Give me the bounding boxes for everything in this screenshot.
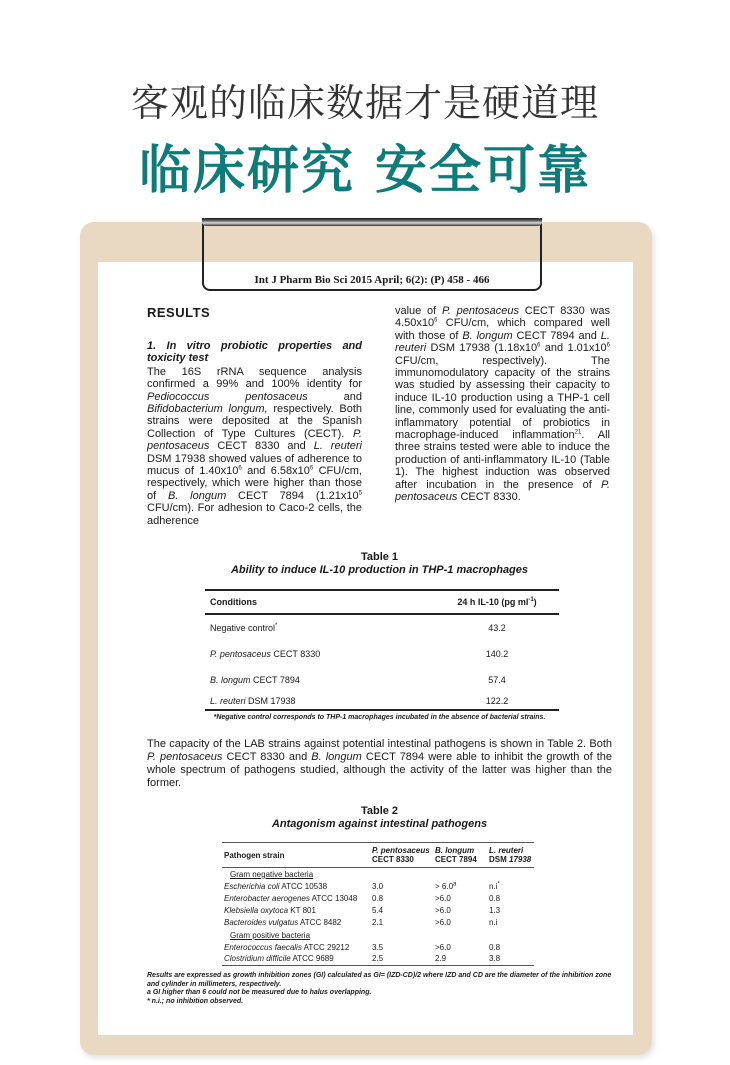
table1-condition: B. longum CECT 7894 [210, 675, 300, 685]
table1-row [205, 615, 559, 641]
table2-row [222, 905, 534, 917]
table2-title: Antagonism against intestinal pathogens [271, 818, 488, 830]
table1-condition: L. reuteri DSM 17938 [210, 696, 296, 706]
table1-value: 43.2 [488, 623, 506, 633]
table2-note: Results are expressed as growth inhibition zones (GI) calculated as GI= (IZD-CD)/2 where IZD and CD are the diameter of the inhibition zone and cylinder in millimeters, respectively. [147, 972, 612, 988]
table2-note: a GI higher than 6 could not be measured due to halus overlapping. [147, 989, 372, 996]
table1-row [205, 667, 559, 693]
table2-header-longum: B. longum CECT 7894 [435, 846, 477, 864]
table2-group-row [222, 868, 534, 880]
table2-value-reuteri: n.i* [489, 881, 500, 891]
section-heading: RESULTS [147, 305, 211, 320]
table2-value-longum: >6.0 [435, 906, 451, 916]
right-column-text: value of P. pentosaceus CECT 8330 was $4.50x10^6$ CFU/cm, which compared well with those of B. longum CECT 7894 and L. reuteri DSM 17938 ($1.18x10^6$ and $1.01x10^6$ CFU/cm, respectively). The immunomodulatory capacity of the strains was studied by assessing their capacity to induce IL-10 production using a THP-1 cell line, commonly used for evaluating the anti-inflammatory potential of probiotics in macrophage-induced inflammation$^{21}$. All three strains tested were able to induce the production of anti-inflammatory IL-10 (Table 1). The highest induction was observed after incubation in the presence of P. pentosaceus CECT 8330. [395, 305, 610, 504]
table2-group-label: Gram positive bacteria [230, 930, 311, 940]
left-column [147, 340, 362, 527]
table2-value-pentosaceus: 3.5 [372, 942, 384, 952]
table1-value: 57.4 [488, 675, 506, 685]
table2-value-longum: 2.9 [435, 954, 447, 964]
table2-strain: Klebsiella oxytoca KT 801 [224, 906, 316, 916]
table2-row [222, 892, 534, 904]
table2-group-label: Gram negative bacteria [230, 869, 314, 879]
table1-title: Ability to induce IL-10 production in THP-1 macrophages [230, 564, 529, 576]
table2-value-longum: > 6.0$^a$ [435, 881, 457, 891]
table2-value-longum: >6.0 [435, 918, 451, 928]
table2-header-strain: Pathogen strain [224, 850, 285, 860]
clipboard-clip-bar [202, 218, 542, 226]
table2-value-pentosaceus: 5.4 [372, 906, 384, 916]
table2-value-pentosaceus: 0.8 [372, 893, 384, 903]
table2-strain: Escherichia coli ATCC 10538 [224, 881, 328, 891]
table2-footnotes [147, 972, 617, 1006]
table2-value-pentosaceus: 3.0 [372, 881, 384, 891]
table2-strain: Clostridium difficile ATCC 9689 [224, 954, 334, 964]
table2-value-longum: >6.0 [435, 942, 451, 952]
table2-row [222, 953, 534, 965]
table2-strain: Enterobacter aerogenes ATCC 13048 [224, 893, 358, 903]
table1-value: 140.2 [485, 649, 509, 659]
table2-header [222, 842, 534, 868]
table2 [222, 842, 534, 966]
table1-condition: Negative control* [210, 623, 278, 633]
table1-caption [147, 551, 612, 577]
headline-title: 临床研究 安全可靠 [138, 141, 592, 201]
table2-value-pentosaceus: 2.1 [372, 918, 384, 928]
headline-subtitle: 客观的临床数据才是硬道理 [130, 81, 599, 125]
table1-header-il10: 24 h IL-10 (pg $ml^{-1}$) [457, 597, 537, 607]
table2-value-reuteri: 1.3 [489, 906, 501, 916]
table1-footnote: *Negative control corresponds to THP-1 macrophages incubated in the absence of bacterial strains. [213, 714, 546, 721]
table2-value-reuteri: 0.8 [489, 893, 501, 903]
table2-group-row [222, 929, 534, 941]
table2-strain: Bacteroides vulgatus ATCC 8482 [224, 918, 342, 928]
table2-value-reuteri: 0.8 [489, 942, 501, 952]
table1-header-conditions: Conditions [210, 597, 257, 607]
left-column-text: The 16S rRNA sequence analysis confirmed a 99% and 100% identity for Pediococcus pentosaceus and Bifidobacterium longum, respectively. Both strains were deposited at the Spanish Collection of Type Cultures (CECT). P. pentosaceus CECT 8330 and L. reuteri DSM 17938 showed values of adherence to mucus of $1.40x10^6$ and $6.58x10^6$ CFU/cm, respectively, which were higher than those of B. longum CECT 7894 ($1.21x10^5$ CFU/cm). For adhesion to Caco-2 cells, the adherence [147, 365, 362, 527]
table2-row [222, 917, 534, 929]
table1-row [205, 641, 559, 667]
table2-strain: Enterococcus faecalis ATCC 29212 [224, 942, 350, 952]
table2-value-reuteri: 3.8 [489, 954, 501, 964]
table2-header-reuteri: L. reuteri DSM 17938 [489, 846, 532, 864]
table1-value: 122.2 [485, 696, 509, 706]
table2-row [222, 880, 534, 892]
table2-label: Table 2 [360, 805, 399, 817]
table2-row [222, 941, 534, 953]
table2-value-reuteri: n.i [489, 918, 498, 928]
table2-header-pentosaceus: P. pentosaceus CECT 8330 [372, 846, 430, 864]
body-paragraph: The capacity of the LAB strains against potential intestinal pathogens is shown in Table 2. Both P. pentosaceus CECT 8330 and B. longum CECT 7894 were able to inhibit the growth of the whole spectrum of pathogens studied, although the activity of the latter was higher than the former. [147, 738, 613, 789]
table2-note: * n.i.; no inhibition observed. [147, 997, 244, 1005]
journal-citation: Int J Pharm Bio Sci 2015 April; 6(2): (P) 458 - 466 [254, 274, 490, 286]
subsection-heading: 1. In vitro probiotic properties and toxicity test [147, 340, 362, 365]
table1 [205, 589, 559, 711]
table1-condition: P. pentosaceus CECT 8330 [210, 649, 321, 659]
table1-header [205, 589, 559, 615]
table1-label: Table 1 [360, 551, 399, 563]
table1-row [205, 693, 559, 711]
table2-value-longum: >6.0 [435, 893, 451, 903]
right-column [395, 305, 610, 504]
table2-caption [147, 805, 612, 831]
table2-value-pentosaceus: 2.5 [372, 954, 384, 964]
